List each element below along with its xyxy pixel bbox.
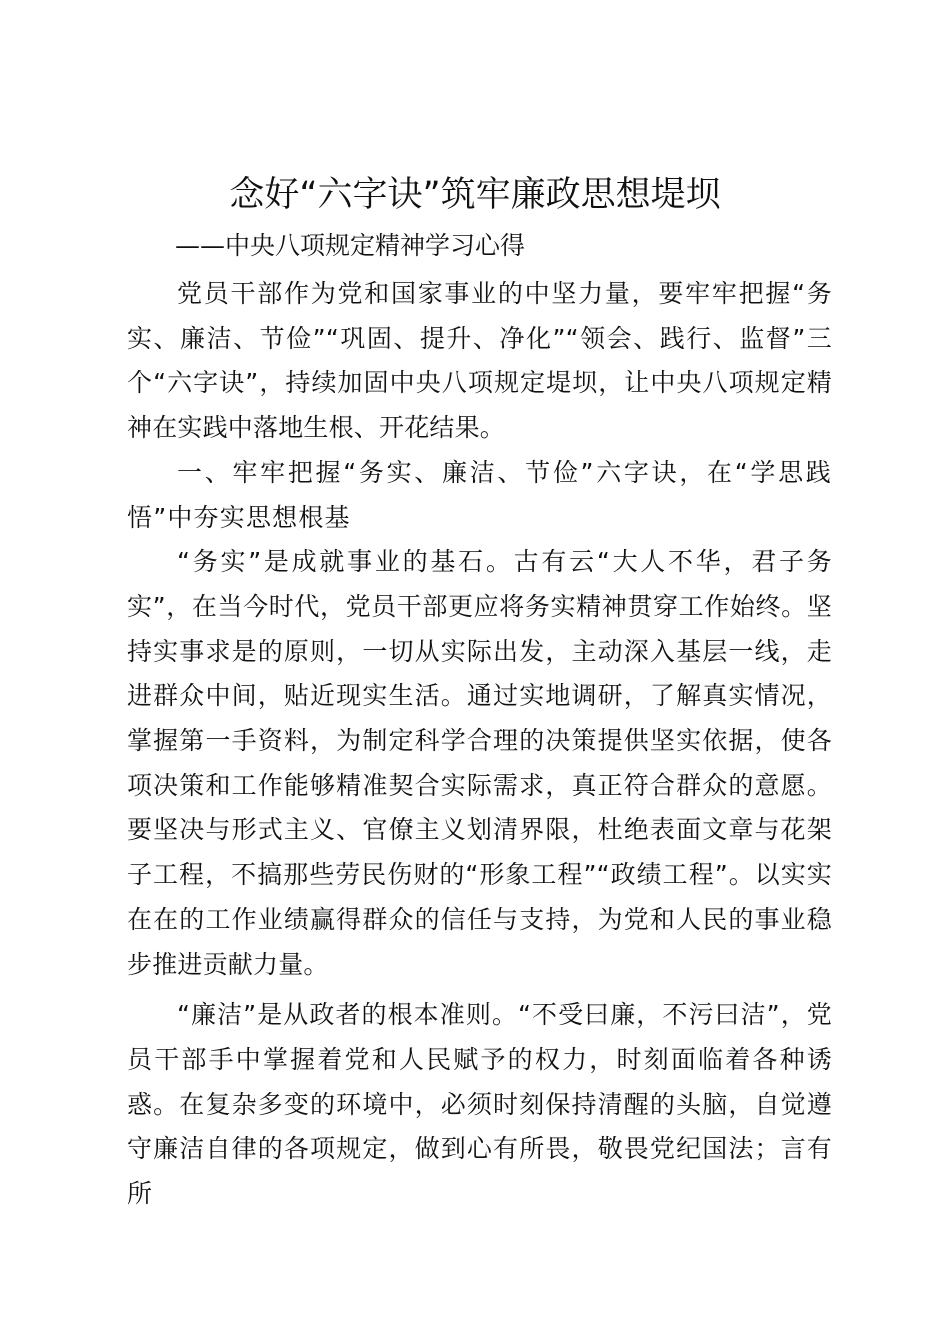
document-subtitle: ——中央八项规定精神学习心得 (175, 231, 526, 260)
document-title: 念好“六字诀”筑牢廉政思想堤坝 (229, 175, 721, 215)
paragraph-wushi: “务实”是成就事业的基石。古有云“大人不华，君子务实”，在当今时代，党员干部更应将务实精神贯穿工作始终。坚持实事求是的原则，一切从实际出发，主动深入基层一线，走进群众中间，贴近现实生活。通过实地调研，了解真实情况，掌握第一手资料，为制定科学合理的决策提供坚实依据，使各项决策和工作能够精准契合实际需求，真正符合群众的意愿。要坚决与形式主义、官僚主义划清界限，杜绝表面文章与花架子工程，不搞那些劳民伤财的“形象工程”“政绩工程”。以实实在在的工作业绩赢得群众的信任与支持，为党和人民的事业稳步推进贡献力量。 (127, 547, 832, 979)
section-heading-1: 一、牢牢把握“务实、廉洁、节俭”六字诀，在“学思践悟”中夯实思想根基 (127, 457, 832, 532)
intro-paragraph: 党员干部作为党和国家事业的中坚力量，要牢牢把握“务实、廉洁、节俭”“巩固、提升、净化”“领会、践行、监督”三个“六字诀”，持续加固中央八项规定堤坝，让中央八项规定精神在实践中落地生根、开花结果。 (127, 279, 832, 443)
paragraph-lianjie: “廉洁”是从政者的根本准则。“不受曰廉，不污曰洁”，党员干部手中掌握着党和人民赋予的权力，时刻面临着各种诱惑。在复杂多变的环境中，必须时刻保持清醒的头脑，自觉遵守廉洁自律的各项规定，做到心有所畏，敬畏党纪国法；言有所 (127, 1000, 832, 1209)
document-body (127, 272, 832, 1217)
